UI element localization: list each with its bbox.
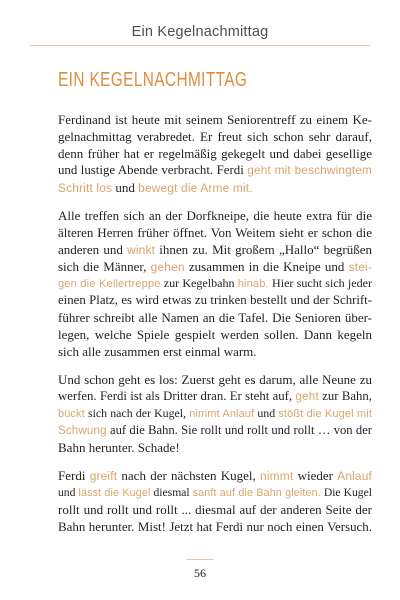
highlighted-phrase: bewegt die Arme mit. [138, 181, 253, 195]
text-run: anderen und [58, 242, 128, 257]
page-number-rule [186, 559, 214, 560]
highlighted-phrase: lässt die Kugel [78, 487, 151, 499]
highlighted-phrase: winkt [127, 243, 156, 257]
text-line [58, 275, 372, 292]
text-run: diesmal [150, 486, 193, 499]
text-line [58, 241, 372, 258]
text-run: Bahn herunter. Schade! [58, 440, 180, 455]
running-header: Ein Kegelnachmittag [131, 24, 269, 40]
text-line [58, 145, 372, 162]
highlighted-phrase: Schwung [58, 425, 107, 437]
text-run: wieder [293, 468, 338, 483]
paragraph [58, 371, 372, 456]
text-line [58, 518, 372, 535]
body-text [58, 111, 372, 546]
highlighted-phrase: gen die Kellertreppe [58, 278, 161, 290]
text-run: und lustige Abende verbracht. Ferdi [58, 163, 248, 177]
highlighted-phrase: Schritt los [58, 181, 113, 195]
text-run: sich nach der Kugel, [84, 406, 190, 420]
chapter-title: EIN KEGELNACHMITTAG [58, 69, 248, 91]
text-run: werfen. Ferdi ist als Dritter dran. Er steht auf, [58, 389, 296, 403]
highlighted-phrase: sanft auf die Bahn gleiten. [192, 487, 321, 499]
text-line [58, 501, 372, 518]
highlighted-phrase: gehen [150, 260, 185, 274]
page-number: 56 [194, 566, 206, 580]
text-line [58, 343, 372, 360]
header-rule [30, 45, 370, 46]
text-line [58, 422, 372, 439]
highlighted-phrase: Anlauf [337, 469, 372, 483]
highlighted-phrase: geht mit beschwingtem [247, 163, 372, 177]
text-run: Ferdi [58, 468, 90, 483]
text-run: auf die Bahn. Sie rollt und rollt und rollt … von der [106, 423, 372, 437]
text-run: gelnachmittag verabredet. Er freut sich schon sehr darauf, [58, 129, 372, 144]
text-line [58, 292, 372, 309]
text-line [58, 128, 372, 145]
text-run: einen Platz, es wird etwas zu trinken bestellt und der Schrift- [58, 293, 372, 307]
text-line [58, 258, 372, 275]
text-run: führer schreibt alle Namen an die Tafel. Die Senioren über- [58, 310, 372, 325]
text-line [58, 179, 372, 196]
text-run: Bahn herunter. Mist! Jetzt hat Ferdi nur noch einen Versuch. [58, 519, 372, 534]
text-line [58, 162, 372, 179]
text-run: Ferdinand ist heute mit seinem Seniorentreff zu einem Ke- [58, 112, 372, 127]
text-run: sich alle zusammen erst einmal warm. [58, 344, 257, 359]
text-run: Hier sucht sich jeder [268, 276, 372, 290]
text-run: zur Kegelbahn [160, 276, 238, 290]
highlighted-phrase: geht [295, 390, 319, 403]
text-line [58, 309, 372, 326]
text-line [58, 207, 372, 224]
text-line [58, 484, 372, 501]
text-line [58, 467, 372, 484]
text-run: rollt und rollt und rollt ... diesmal auf der anderen Seite der [58, 502, 372, 517]
text-line [58, 405, 372, 422]
text-run: und [112, 180, 139, 195]
highlighted-phrase: greift [89, 469, 118, 483]
text-line [58, 388, 372, 405]
text-line [58, 371, 372, 388]
text-run: sich die Männer, [58, 259, 151, 274]
paragraph [58, 111, 372, 196]
paragraph [58, 467, 372, 535]
text-run: denn früher hat er regelmäßig gekegelt und dabei gesellige [58, 146, 372, 161]
paragraph [58, 207, 372, 360]
text-run: ihnen zu. Mit großem „Hallo“ begrüßen [155, 242, 372, 257]
highlighted-phrase: hinab. [237, 278, 269, 290]
text-run: und [58, 486, 79, 499]
text-run: und [254, 406, 279, 420]
text-run: legen, welche Spiele gespielt werden sollen. Dann kegeln [58, 327, 372, 342]
highlighted-phrase: bückt [58, 408, 85, 420]
highlighted-phrase: nimmt Anlauf [189, 408, 255, 420]
text-run: Die Kugel [320, 486, 372, 499]
text-line [58, 326, 372, 343]
highlighted-phrase: stei- [348, 260, 372, 274]
text-run: zusammen in die Kneipe und [184, 259, 349, 274]
text-run: Alle treffen sich an der Dorfkneipe, die heute extra für die [58, 208, 372, 223]
text-line [58, 439, 372, 456]
text-line [58, 224, 372, 241]
text-run: zur Bahn, [318, 389, 372, 403]
highlighted-phrase: nimmt [260, 469, 294, 483]
text-run: nach der nächsten Kugel, [117, 468, 261, 483]
highlighted-phrase: stößt die Kugel mit [278, 408, 373, 420]
text-run: Und schon geht es los: Zuerst geht es darum, alle Neune zu [58, 372, 372, 387]
text-line [58, 111, 372, 128]
text-run: älteren Herren früher öffnet. Von Weitem sieht er schon die [58, 225, 372, 240]
